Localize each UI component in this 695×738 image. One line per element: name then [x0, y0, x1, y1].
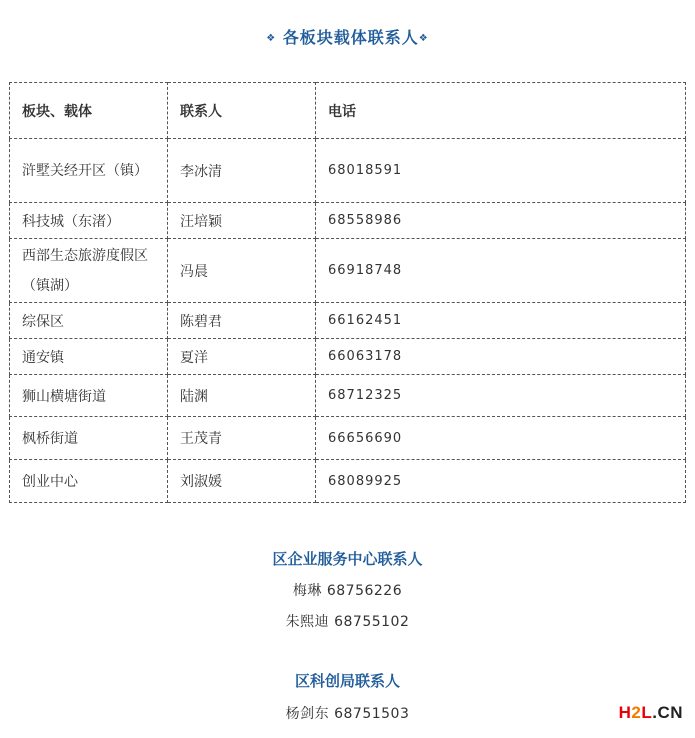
watermark-h: H — [618, 703, 632, 722]
tech-bureau-section — [0, 670, 695, 691]
phone-cell: 68018591 — [316, 139, 686, 203]
h2l-watermark-logo — [619, 703, 683, 723]
contact-cell: 夏洋 — [168, 339, 316, 375]
enterprise-center-section — [0, 548, 695, 569]
phone-cell: 66063178 — [316, 339, 686, 375]
contact-cell: 刘淑媛 — [168, 460, 316, 503]
area-cell: 创业中心 — [10, 460, 168, 503]
area-text: 西部生态旅游度假区（镇湖） — [22, 247, 148, 294]
area-cell: 枫桥街道 — [10, 417, 168, 460]
contact-cell: 陆渊 — [168, 375, 316, 417]
contact-phone: 68756226 — [326, 583, 403, 599]
header-contact: 联系人 — [168, 83, 316, 139]
contact-phone: 68751503 — [334, 706, 410, 722]
table-row — [10, 417, 686, 460]
tech-bureau-contact — [0, 703, 695, 723]
page-title-text: 各板块载体联系人 — [282, 28, 419, 47]
contacts-table — [9, 82, 686, 503]
enterprise-contact — [0, 580, 695, 600]
contact-name: 杨剑东 — [285, 706, 330, 722]
header-phone: 电话 — [316, 83, 686, 139]
phone-cell: 68712325 — [316, 375, 686, 417]
table-row — [10, 375, 686, 417]
watermark-2: 2 — [631, 703, 642, 722]
table-row — [10, 303, 686, 339]
area-cell: 科技城（东渚） — [10, 203, 168, 239]
contact-name: 朱熙迪 — [285, 614, 330, 630]
contact-name: 梅琳 — [292, 583, 322, 599]
diamond-icon-left: ❖ — [266, 33, 277, 44]
watermark-dot: . — [652, 703, 658, 722]
page-title — [0, 25, 695, 48]
table-row — [10, 203, 686, 239]
area-cell — [10, 239, 168, 303]
contact-cell: 王茂青 — [168, 417, 316, 460]
contact-phone: 68755102 — [334, 614, 410, 630]
area-cell — [10, 139, 168, 203]
area-cell: 通安镇 — [10, 339, 168, 375]
area-cell: 综保区 — [10, 303, 168, 339]
area-cell: 狮山横塘街道 — [10, 375, 168, 417]
watermark-l: L — [641, 703, 653, 722]
enterprise-center-title: 区企业服务中心联系人 — [272, 550, 423, 568]
table-header-row — [10, 83, 686, 139]
contact-cell: 陈碧君 — [168, 303, 316, 339]
phone-cell: 66918748 — [316, 239, 686, 303]
phone-cell: 68558986 — [316, 203, 686, 239]
contact-cell: 汪培颖 — [168, 203, 316, 239]
enterprise-contact — [0, 611, 695, 631]
watermark-cn: CN — [657, 703, 683, 722]
table-row — [10, 339, 686, 375]
tech-bureau-title: 区科创局联系人 — [294, 672, 400, 690]
contact-cell: 李冰清 — [168, 139, 316, 203]
area-text: 浒墅关经开区（镇） — [22, 162, 148, 179]
table-row — [10, 239, 686, 303]
phone-cell: 66162451 — [316, 303, 686, 339]
table-row — [10, 460, 686, 503]
phone-cell: 68089925 — [316, 460, 686, 503]
table-row — [10, 139, 686, 203]
contact-cell: 冯晨 — [168, 239, 316, 303]
header-area: 板块、载体 — [10, 83, 168, 139]
phone-cell: 66656690 — [316, 417, 686, 460]
diamond-icon-right: ❖ — [418, 33, 429, 44]
